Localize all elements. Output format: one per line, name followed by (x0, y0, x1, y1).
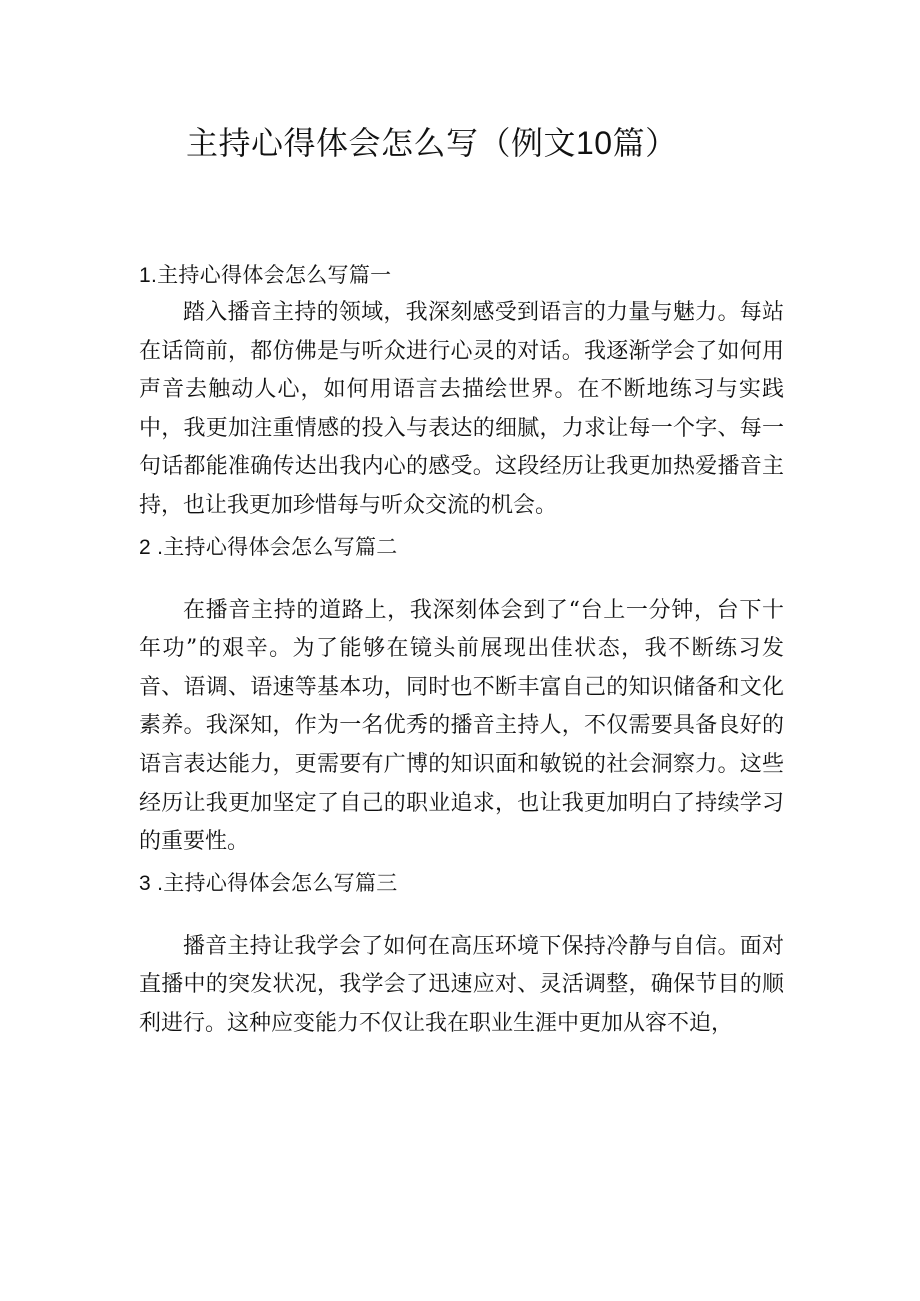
document-body (139, 258, 784, 1044)
document-title: 主持心得体会怎么写（例文10篇） (186, 125, 678, 161)
section-paragraph: 踏入播音主持的领域，我深刻感受到语言的力量与魅力。每站在话筒前，都仿佛是与听众进行心灵的对话。我逐渐学会了如何用声音去触动人心，如何用语言去描绘世界。在不断地练习与实践中，我更加注重情感的投入与表达的细腻，力求让每一个字、每一句话都能准确传达出我内心的感受。这段经历让我更加热爱播音主持，也让我更加珍惜每与听众交流的机会。 (139, 300, 784, 518)
section-paragraph: 在播音主持的道路上，我深刻体会到了“台上一分钟，台下十年功”的艰辛。为了能够在镜头前展现出佳状态，我不断练习发音、语调、语速等基本功，同时也不断丰富自己的知识储备和文化素养。我深知，作为一名优秀的播音主持人，不仅需要具备良好的语言表达能力，更需要有广博的知识面和敏锐的社会洞察力。这些经历让我更加坚定了自己的职业追求，也让我更加明白了持续学习的重要性。 (139, 597, 784, 855)
section-heading: 2 .主持心得体会怎么写篇二 (139, 535, 398, 559)
section-heading: 1.主持心得体会怎么写篇一 (139, 264, 392, 287)
section-heading: 3 .主持心得体会怎么写篇三 (139, 871, 398, 895)
section-paragraph: 播音主持让我学会了如何在高压环境下保持冷静与自信。面对直播中的突发状况，我学会了迅速应对、灵活调整，确保节目的顺利进行。这种应变能力不仅让我在职业生涯中更加从容不迫， (139, 933, 784, 1036)
section-2 (139, 530, 784, 862)
section-1 (139, 258, 784, 526)
section-3 (139, 866, 784, 1044)
